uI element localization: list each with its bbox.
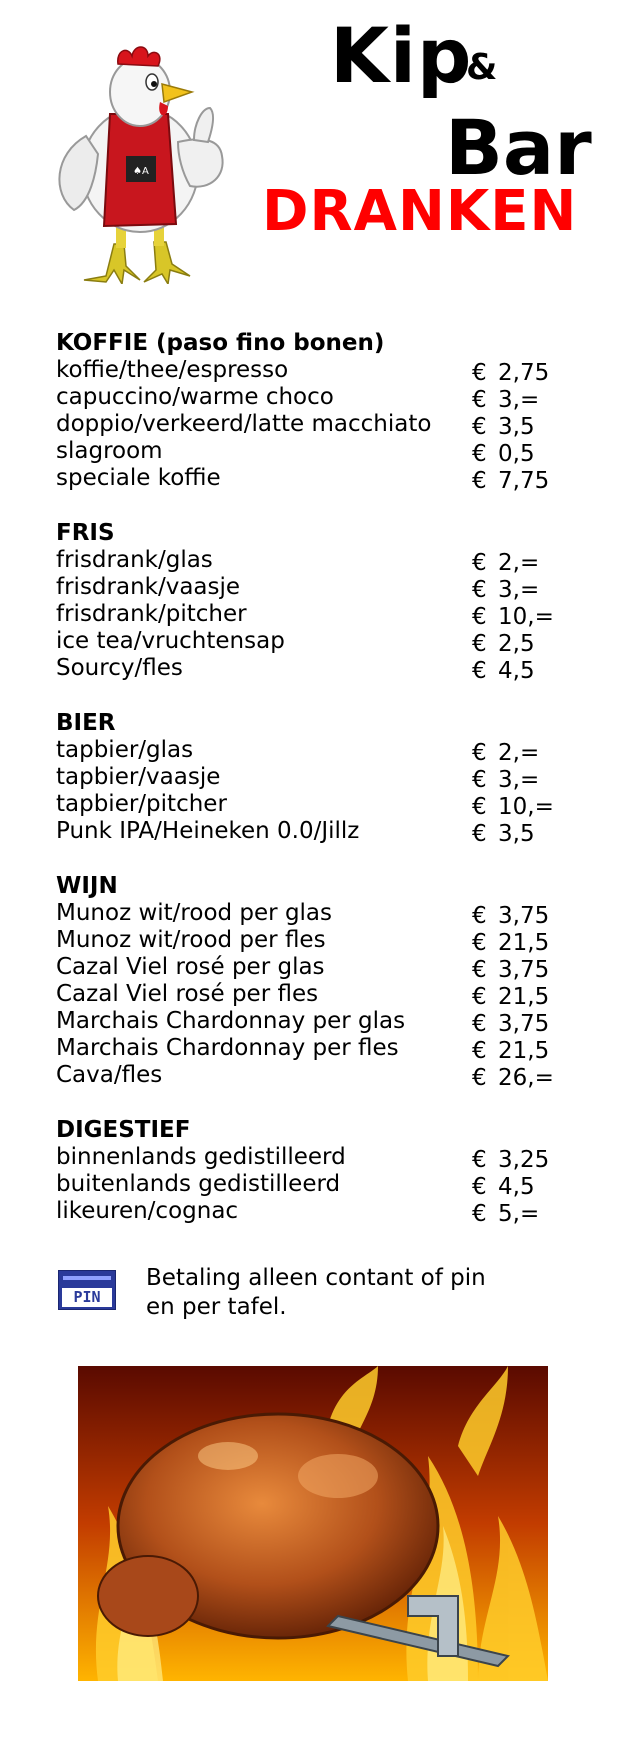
section-title: WIJN [56,873,118,899]
item-name: likeuren/cognac [56,1198,239,1224]
payment-line-2: en per tafel. [146,1294,287,1320]
item-price [472,740,539,767]
price-amount: 2,= [498,740,540,766]
menu-item [56,1008,576,1035]
menu-item [56,737,576,764]
price-amount: 3,75 [498,957,550,983]
menu-item [56,655,576,682]
price-amount: 3,5 [498,414,535,440]
menu-item [56,900,576,927]
menu-item [56,438,576,465]
euro-sign: € [472,794,487,820]
item-name: frisdrank/glas [56,547,213,573]
item-price [472,821,535,848]
menu-item [56,574,576,601]
item-price [472,984,549,1011]
euro-sign: € [472,441,487,467]
item-price [472,360,549,387]
section-title: FRIS [56,520,115,546]
item-price [472,387,539,414]
menu-item [56,1144,576,1171]
item-price [472,550,539,577]
drinks-menu [56,330,576,1253]
pin-logo-icon [58,1270,116,1310]
price-amount: 4,5 [498,1174,535,1200]
svg-text:♠A: ♠A [133,166,149,177]
menu-item [56,601,576,628]
chicken-mascot-image [44,44,234,284]
item-name: slagroom [56,438,163,464]
price-amount: 2,5 [498,631,535,657]
section-bier [56,710,576,845]
menu-item [56,411,576,438]
item-price [472,468,549,495]
price-amount: 7,75 [498,468,550,494]
item-name: tapbier/vaasje [56,764,221,790]
item-name: koffie/thee/espresso [56,357,289,383]
menu-item [56,1171,576,1198]
price-amount: 21,5 [498,930,550,956]
euro-sign: € [472,984,487,1010]
item-name: Punk IPA/Heineken 0.0/Jillz [56,818,360,844]
item-name: buitenlands gedistilleerd [56,1171,341,1197]
menu-item [56,764,576,791]
euro-sign: € [472,767,487,793]
euro-sign: € [472,1038,487,1064]
title-dranken: DRANKEN [262,179,578,244]
price-amount: 3,5 [498,821,535,847]
price-amount: 4,5 [498,658,535,684]
item-price [472,1065,554,1092]
card-stripe [63,1276,111,1280]
section-title: KOFFIE (paso fino bonen) [56,330,385,356]
euro-sign: € [472,821,487,847]
price-amount: 2,= [498,550,540,576]
euro-sign: € [472,1174,487,1200]
payment-note [146,1264,566,1322]
euro-sign: € [472,957,487,983]
title-kip: Kip [330,11,473,100]
item-name: capuccino/warme choco [56,384,334,410]
price-amount: 10,= [498,604,554,630]
price-amount: 26,= [498,1065,554,1091]
roast-chicken-photo [78,1366,548,1681]
pin-logo-label: PIN [62,1288,112,1307]
item-name: Marchais Chardonnay per fles [56,1035,399,1061]
section-title: BIER [56,710,116,736]
item-name: tapbier/glas [56,737,194,763]
item-name: Cazal Viel rosé per glas [56,954,325,980]
euro-sign: € [472,740,487,766]
price-amount: 10,= [498,794,554,820]
menu-item [56,1062,576,1089]
section-fris [56,520,576,682]
menu-item [56,357,576,384]
item-price [472,1147,549,1174]
price-amount: 3,= [498,767,540,793]
euro-sign: € [472,550,487,576]
euro-sign: € [472,631,487,657]
item-price [472,794,554,821]
euro-sign: € [472,468,487,494]
price-amount: 3,= [498,577,540,603]
item-price [472,767,539,794]
section-title: DIGESTIEF [56,1117,191,1143]
item-price [472,577,539,604]
price-amount: 3,25 [498,1147,550,1173]
menu-item [56,981,576,1008]
item-name: Sourcy/fles [56,655,183,681]
euro-sign: € [472,1065,487,1091]
item-price [472,658,535,685]
item-name: Cazal Viel rosé per fles [56,981,319,1007]
price-amount: 3,75 [498,903,550,929]
item-price [472,441,535,468]
item-name: ice tea/vruchtensap [56,628,285,654]
item-price [472,1174,535,1201]
item-name: speciale koffie [56,465,221,491]
section-wijn [56,873,576,1089]
item-price [472,1201,539,1228]
item-name: doppio/verkeerd/latte macchiato [56,411,432,437]
euro-sign: € [472,577,487,603]
price-amount: 3,= [498,387,540,413]
euro-sign: € [472,1147,487,1173]
menu-item [56,1035,576,1062]
euro-sign: € [472,658,487,684]
item-price [472,1011,549,1038]
item-price [472,1038,549,1065]
euro-sign: € [472,414,487,440]
menu-item [56,465,576,492]
item-price [472,930,549,957]
payment-line-1: Betaling alleen contant of pin [146,1265,486,1291]
item-name: frisdrank/vaasje [56,574,241,600]
item-name: Munoz wit/rood per fles [56,927,326,953]
menu-item [56,547,576,574]
price-amount: 0,5 [498,441,535,467]
euro-sign: € [472,360,487,386]
item-price [472,414,535,441]
euro-sign: € [472,604,487,630]
euro-sign: € [472,1011,487,1037]
item-price [472,957,549,984]
menu-item [56,1198,576,1225]
menu-item [56,927,576,954]
euro-sign: € [472,1201,487,1227]
menu-item [56,384,576,411]
item-name: Munoz wit/rood per glas [56,900,333,926]
euro-sign: € [472,930,487,956]
item-name: Marchais Chardonnay per glas [56,1008,406,1034]
menu-item [56,818,576,845]
euro-sign: € [472,387,487,413]
title-bar: Bar [445,103,592,192]
menu-item [56,954,576,981]
section-koffie [56,330,576,492]
item-price [472,631,535,658]
title-ampersand: & [466,47,498,88]
item-name: tapbier/pitcher [56,791,227,817]
price-amount: 21,5 [498,1038,550,1064]
menu-item [56,628,576,655]
price-amount: 3,75 [498,1011,550,1037]
price-amount: 21,5 [498,984,550,1010]
menu-item [56,791,576,818]
item-price [472,604,554,631]
item-price [472,903,549,930]
euro-sign: € [472,903,487,929]
item-name: binnenlands gedistilleerd [56,1144,346,1170]
item-name: Cava/fles [56,1062,163,1088]
price-amount: 5,= [498,1201,540,1227]
price-amount: 2,75 [498,360,550,386]
item-name: frisdrank/pitcher [56,601,247,627]
section-digestief [56,1117,576,1225]
